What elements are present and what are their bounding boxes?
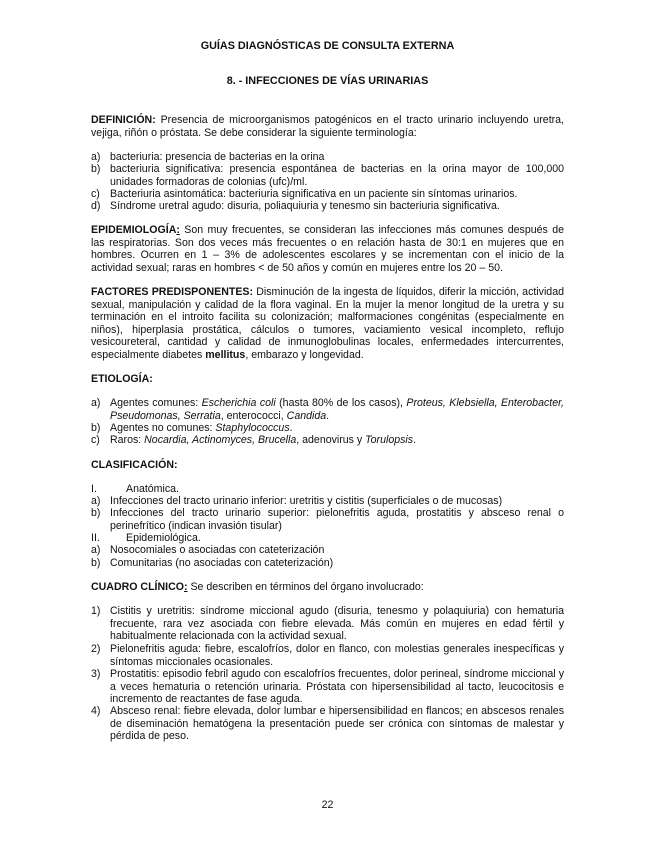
list-text: Cistitis y uretritis: síndrome miccional agudo (disuria, tenesmo y polaquiuria) con hematuria frecuente, rara vez asociada con fiebre elevada. Más común en mujeres en edad fértil y habitualmente relacionada con la actividad sexual. [110,605,564,643]
list-item [91,188,564,201]
list-item [91,605,564,643]
classification-heading: CLASIFICACIÓN: [91,459,178,471]
list-marker: c) [91,188,100,200]
list-marker: a) [91,151,101,163]
list-item [91,668,564,706]
list-marker: b) [91,422,101,434]
list-marker: 2) [91,643,101,655]
definition-label: DEFINICIÓN: [91,114,156,126]
list-text: Agentes comunes: Escherichia coli (hasta 80% de los casos), Proteus, Klebsiella, Enterobacter, Pseudomonas, Serratia, enterococci, Candida. [110,397,564,422]
section-title: 8. - INFECCIONES DE VÍAS URINARIAS [226,75,429,87]
risk-factors-label: FACTORES PREDISPONENTES: [91,286,253,298]
list-text: Anatómica. [126,483,179,495]
definition-paragraph [91,114,564,139]
clinical-picture-paragraph [91,581,564,594]
clinical-picture-label: CUADRO CLÍNICO [91,581,184,593]
list-item [91,151,564,164]
list-text: bacteriuria: presencia de bacterias en la orina [110,151,325,163]
list-text: Comunitarias (no asociadas con cateterización) [110,557,334,569]
list-marker: a) [91,544,101,556]
definition-text: Presencia de microorganismos patogénicos en el tracto urinario incluyendo uretra, vejiga, riñón o próstata. Se debe considerar la siguiente terminología: [91,114,564,139]
list-item [91,557,564,570]
list-text: bacteriuria significativa: presencia espontánea de bacterias en la orina mayor de 100,000 unidades formadoras de colonias (ufc)/ml. [110,163,564,188]
list-item [91,483,564,496]
list-marker: c) [91,434,100,446]
list-text: Absceso renal: fiebre elevada, dolor lumbar e hipersensibilidad en flancos; en abscesos renales de diseminación hematógena la presentación puede ser crónica con síntomas de malestar y pérdida de peso. [110,705,564,743]
list-text: Raros: Nocardia, Actinomyces, Brucella, adenovirus y Torulopsis. [110,434,417,446]
list-item [91,544,564,557]
list-item [91,434,564,447]
list-item [91,397,564,422]
list-text: Agentes no comunes: Staphylococcus. [110,422,293,434]
list-marker: 1) [91,605,101,617]
list-marker: b) [91,557,101,569]
list-text: Infecciones del tracto urinario inferior: uretritis y cistitis (superficiales o de mucosas) [110,495,503,507]
list-marker: a) [91,495,101,507]
epidemiology-paragraph [91,224,564,274]
list-text: Epidemiológica. [126,532,201,544]
list-item [91,705,564,743]
risk-factors-text: Disminución de la ingesta de líquidos, diferir la micción, actividad sexual, manipulación y calidad de la flora vaginal. En la mujer la menor longitud de la uretra y su terminación en el introito facilita su colonización; malformaciones congénitas (especialmente en niños), hiperplasia prostática, cálculos o tumores, vaciamiento vesical incompleto, reflujo vesicoureteral, cantidad y calidad de inmunoglobulinas locales, enfermedades intercurrentes, especialmente diabetes [91,286,564,361]
risk-factors-bold: mellitus [205,348,246,361]
list-marker: d) [91,200,101,212]
list-marker: 3) [91,668,101,680]
list-marker: I. [91,483,97,495]
epidemiology-text: Son muy frecuentes, se consideran las infecciones más comunes después de las respiratorias. Son dos veces más frecuentes o en relación hasta de 30:1 en mujeres que en hombres. Ocurren en 1 – 3% de adolescentes escolares y se incrementan con el inicio de la actividad sexual; raras en hombres < de 50 años y común en mujeres entre los 20 – 50. [91,224,564,274]
clinical-picture-text: Se describen en términos del órgano involucrado: [187,581,424,593]
clinical-picture-colon: : [184,581,188,593]
list-text: Síndrome uretral agudo: disuria, poliaquiuria y tenesmo sin bacteriuria significativa. [110,200,500,212]
list-item [91,507,564,532]
list-item [91,643,564,668]
list-marker: 4) [91,705,101,717]
list-text: Infecciones del tracto urinario superior: pielonefritis aguda, prostatitis y absceso renal o perinefrítico (indican invasión tisular) [110,507,564,532]
list-marker: b) [91,507,101,519]
list-item [91,200,564,213]
list-item [91,495,564,508]
list-item [91,422,564,435]
risk-factors-text-end: , embarazo y longevidad. [245,348,364,361]
list-item [91,532,564,545]
risk-factors-paragraph [91,286,564,362]
epidemiology-label: EPIDEMIOLOGÍA [91,224,177,236]
list-item [91,163,564,188]
etiology-heading: ETIOLOGÍA: [91,373,153,385]
list-text: Prostatitis: episodio febril agudo con escalofríos frecuentes, dolor perineal, síndrome miccional y a veces hematuria o retención urinaria. Próstata con hipersensibilidad al tacto, leucocitosis e incremento de reactantes de fase aguda. [110,668,564,706]
page-number: 22 [321,799,334,811]
list-text: Nosocomiales o asociadas con cateterización [110,544,325,556]
list-marker: b) [91,163,101,175]
list-text: Bacteriuria asintomática: bacteriuria significativa en un paciente sin síntomas urinarios. [110,188,518,200]
list-marker: II. [91,532,100,544]
document-header: GUÍAS DIAGNÓSTICAS DE CONSULTA EXTERNA [200,40,455,52]
list-text: Pielonefritis aguda: fiebre, escalofríos, dolor en flanco, con molestias generales inespecíficas y síntomas miccionales ocasionales. [110,643,564,668]
list-marker: a) [91,397,101,409]
epidemiology-colon: : [176,224,180,236]
